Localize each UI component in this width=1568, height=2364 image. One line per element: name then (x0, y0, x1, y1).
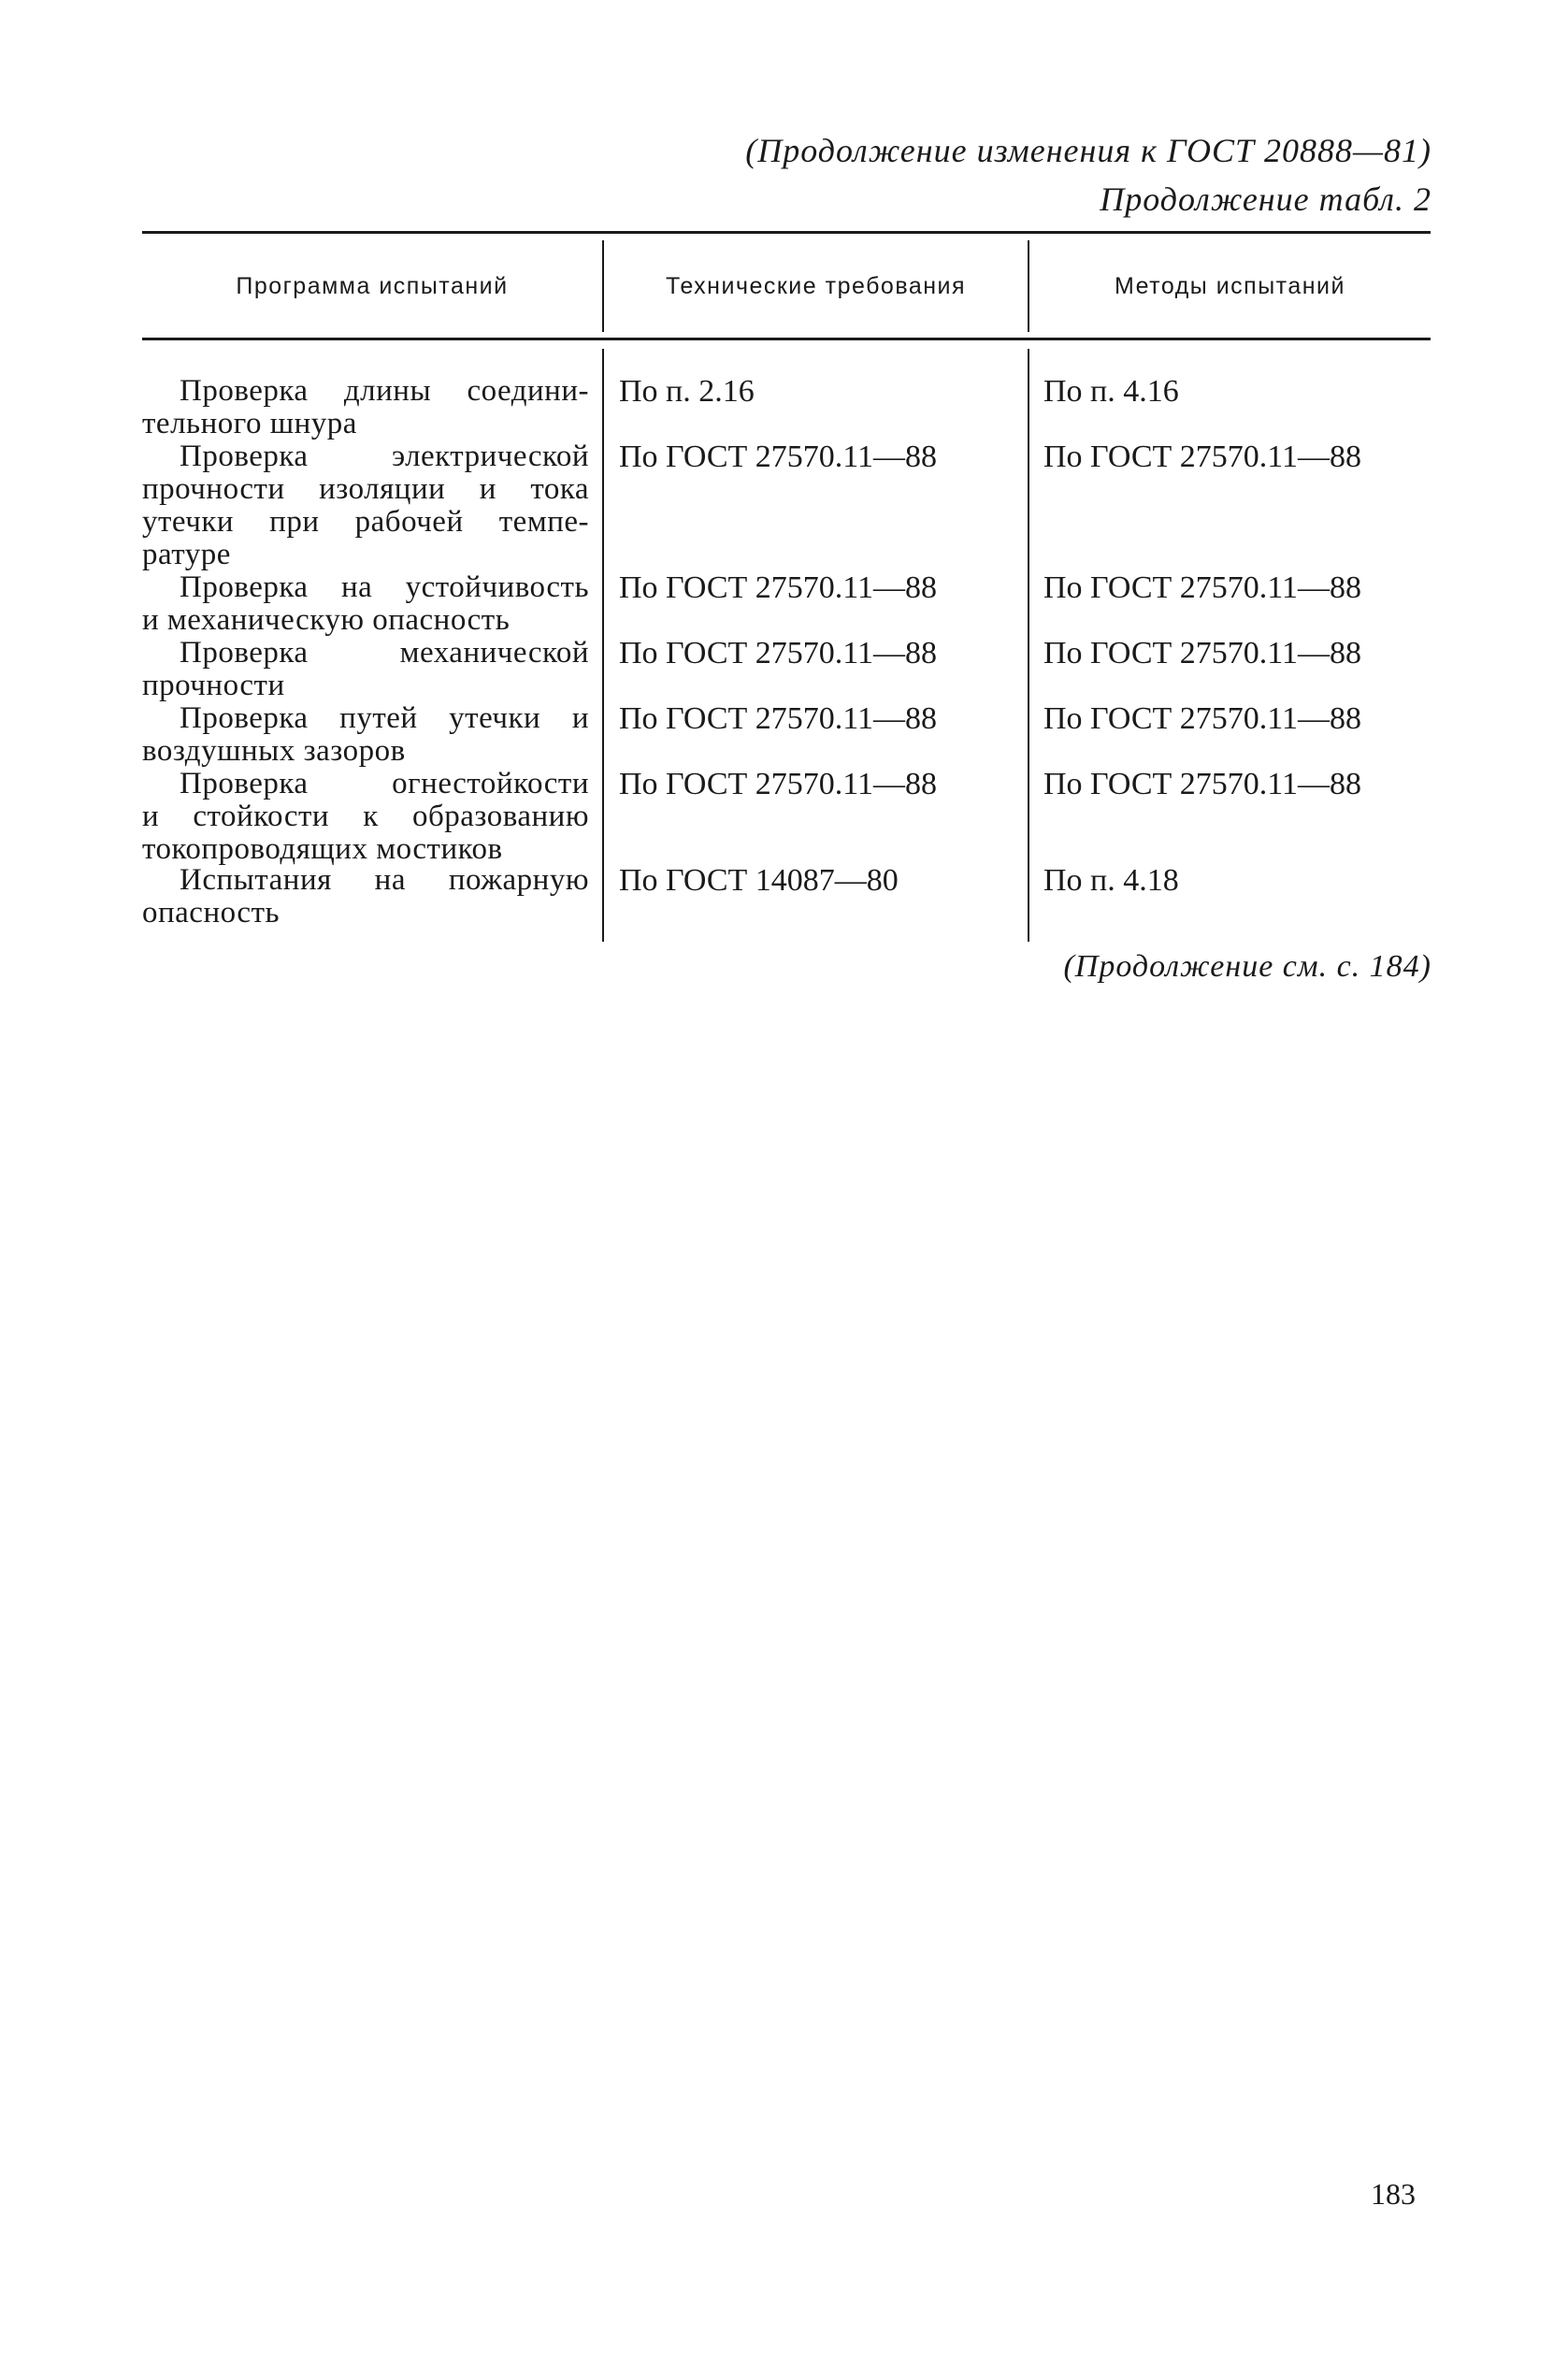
tech-requirement-cell: По ГОСТ 27570.11—88 (619, 440, 938, 474)
program-line: и механическую опасность (142, 603, 511, 637)
test-method-cell: По ГОСТ 27570.11—88 (1043, 440, 1362, 474)
program-cell (142, 864, 589, 930)
program-line: и стойкости к образованию (142, 800, 589, 833)
test-method-cell: По п. 4.18 (1043, 863, 1179, 898)
column-header-program: Программа испытаний (236, 273, 509, 299)
test-method-cell: По ГОСТ 27570.11—88 (1043, 767, 1362, 801)
tech-requirement-cell: По ГОСТ 27570.11—88 (619, 701, 938, 736)
continued-on-next-page-note: (Продолжение см. с. 184) (1063, 949, 1431, 984)
amendment-header: (Продолжение изменения к ГОСТ 20888—81) (745, 132, 1431, 169)
tech-requirement-cell: По ГОСТ 27570.11—88 (619, 767, 938, 801)
program-line: прочности изоляции и тока (142, 472, 589, 506)
program-line: воздушных зазоров (142, 734, 406, 768)
program-cell (142, 768, 589, 866)
program-line: Проверка электрической (180, 440, 589, 473)
program-cell (142, 702, 589, 768)
program-cell (142, 440, 589, 571)
tech-requirement-cell: По ГОСТ 14087—80 (619, 863, 899, 898)
table-continuation-header: Продолжение табл. 2 (1100, 180, 1431, 218)
program-line: Проверка путей утечки и (180, 701, 589, 735)
program-line: Проверка на устойчивость (180, 570, 589, 604)
program-line: Проверка механической (180, 636, 589, 670)
program-line: утечки при рабочей темпе- (142, 505, 589, 539)
table-header-rule (142, 338, 1431, 340)
table-top-rule (142, 231, 1431, 234)
body-divider-1 (602, 349, 604, 942)
program-line: Проверка огнестойкости (180, 767, 589, 800)
test-method-cell: По ГОСТ 27570.11—88 (1043, 701, 1362, 736)
program-cell (142, 375, 589, 440)
program-cell (142, 571, 589, 637)
test-method-cell: По ГОСТ 27570.11—88 (1043, 570, 1362, 605)
program-cell (142, 637, 589, 702)
tech-requirement-cell: По ГОСТ 27570.11—88 (619, 636, 938, 670)
program-line: прочности (142, 669, 285, 702)
program-line: тельного шнура (142, 407, 357, 440)
column-header-test-methods: Методы испытаний (1115, 273, 1345, 299)
program-line: токопроводящих мостиков (142, 832, 503, 866)
page-number: 183 (1371, 2177, 1416, 2211)
column-header-tech-requirements: Технические требования (665, 273, 967, 299)
program-line: Проверка длины соедини- (180, 374, 589, 408)
tech-requirement-cell: По ГОСТ 27570.11—88 (619, 570, 938, 605)
program-line: опасность (142, 896, 281, 930)
test-method-cell: По п. 4.16 (1043, 374, 1179, 409)
program-line: Испытания на пожарную (180, 863, 589, 897)
tech-requirement-cell: По п. 2.16 (619, 374, 755, 409)
test-method-cell: По ГОСТ 27570.11—88 (1043, 636, 1362, 670)
body-divider-2 (1028, 349, 1029, 942)
program-line: ратуре (142, 538, 231, 571)
